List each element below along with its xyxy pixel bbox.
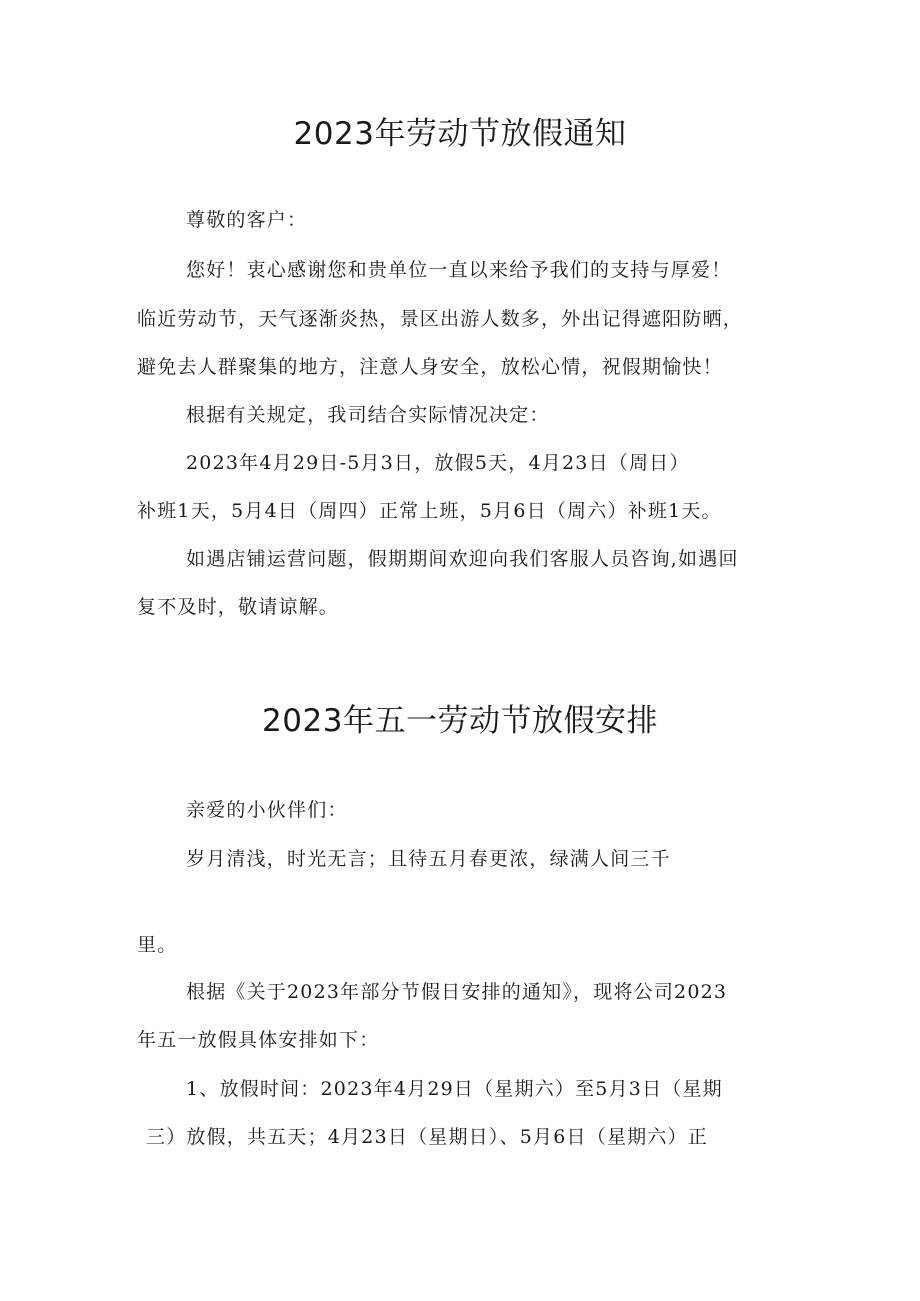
arrangement-item1-line2: 三）放假，共五天；4月23日（星期日）、5月6日（星期六）正 — [146, 1126, 708, 1148]
notice-para1-line3: 避免去人群聚集的地方，注意人身安全，放松心情，祝假期愉快！ — [137, 356, 723, 378]
arrangement-title: 2023年五一劳动节放假安排 — [262, 703, 658, 739]
notice-para2: 根据有关规定，我司结合实际情况决定： — [186, 404, 550, 426]
arrangement-item1-line1: 1、放假时间：2023年4月29日（星期六）至5月3日（星期 — [186, 1078, 723, 1100]
notice-para1-line2: 临近劳动节，天气逐渐炎热，景区出游人数多，外出记得遮阳防晒， — [137, 308, 744, 330]
notice-para4-line2: 复不及时，敬请谅解。 — [137, 596, 340, 618]
notice-title: 2023年劳动节放假通知 — [293, 116, 627, 152]
notice-para4-line1: 如遇店铺运营问题，假期期间欢迎向我们客服人员咨询,如遇回 — [186, 548, 739, 570]
notice-para3-line1: 2023年4月29日-5月3日，放假5天，4月23日（周日） — [186, 452, 690, 474]
notice-para1-line1: 您好！衷心感谢您和贵单位一直以来给予我们的支持与厚爱！ — [186, 259, 732, 281]
arrangement-para1-line2: 里。 — [137, 934, 178, 956]
arrangement-para2-line1: 根据《关于2023年部分节假日安排的通知》，现将公司2023 — [186, 981, 728, 1003]
arrangement-para2-line2: 年五一放假具体安排如下： — [137, 1029, 380, 1051]
arrangement-greeting: 亲爱的小伙伴们： — [186, 799, 348, 821]
notice-greeting: 尊敬的客户： — [186, 209, 308, 231]
arrangement-para1-line1: 岁月清浅，时光无言；且待五月春更浓，绿满人间三千 — [186, 848, 671, 870]
notice-para3-line2: 补班1天，5月4日（周四）正常上班，5月6日（周六）补班1天。 — [137, 500, 722, 522]
